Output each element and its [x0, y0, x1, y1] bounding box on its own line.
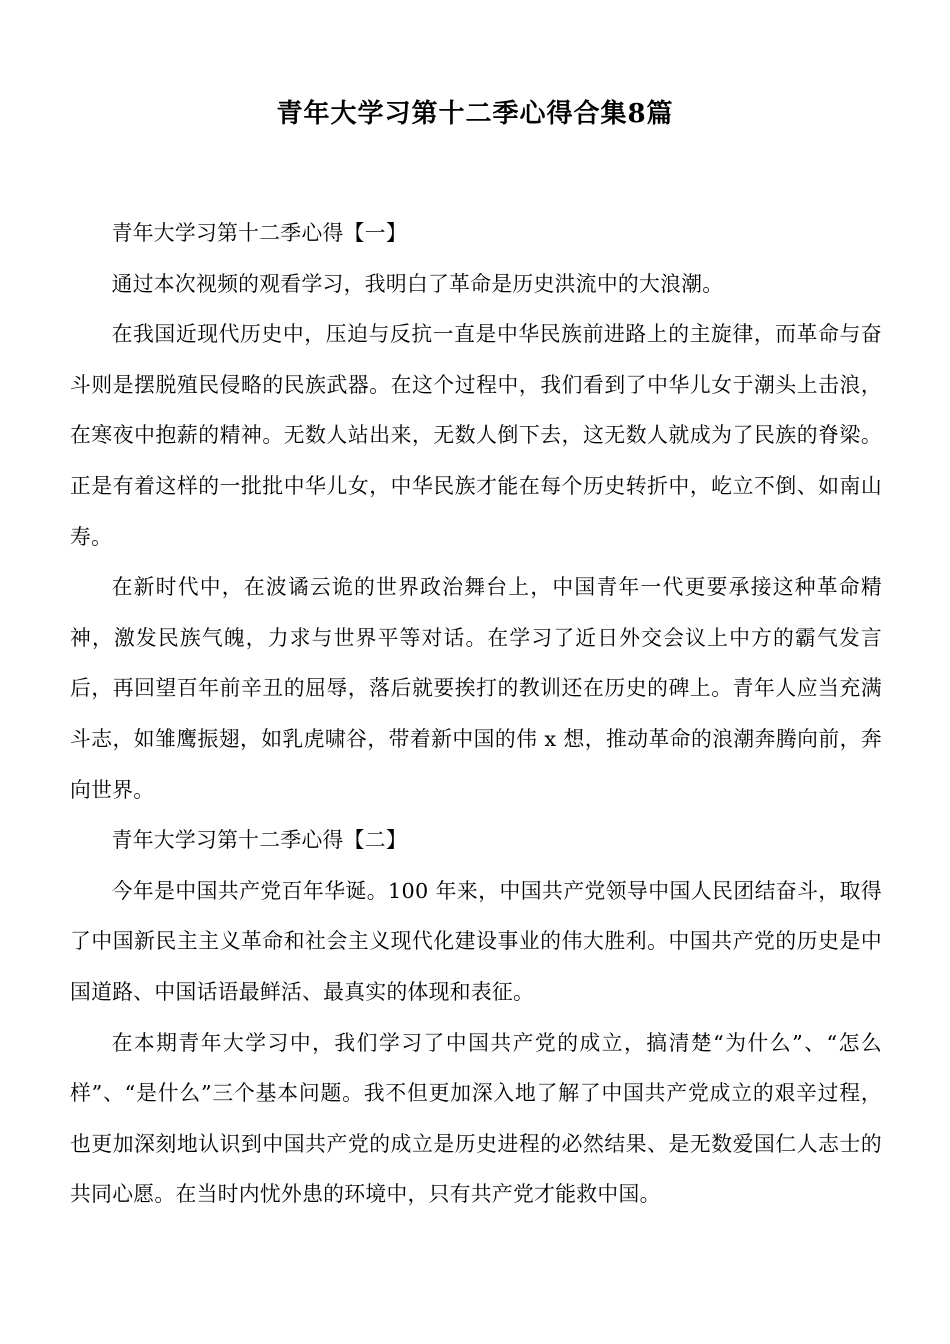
paragraph: 在本期青年大学习中，我们学习了中国共产党的成立，搞清楚“为什么”、“怎么样”、“是什么”三个基本问题。我不但更加深入地了解了中国共产党成立的艰辛过程，也更加深刻地认识到中国共产党的成立是历史进程的必然结果、是无数爱国仁人志士的共同心愿。在当时内忧外患的环境中，只有共产党才能救中国。 [70, 1030, 882, 1207]
paragraph: 通过本次视频的观看学习，我明白了革命是历史洪流中的大浪潮。 [111, 271, 724, 296]
paragraph: 在新时代中，在波谲云诡的世界政治舞台上，中国青年一代更要承接这种革命精神，激发民族气魄，力求与世界平等对话。在学习了近日外交会议上中方的霸气发言后，再回望百年前辛丑的屈辱，落后就要挨打的教训还在历史的碑上。青年人应当充满斗志，如雏鹰振翅，如乳虎啸谷，带着新中国的伟 x 想，推动革命的浪潮奔腾向前，奔向世界。 [70, 575, 882, 802]
document-title: 青年大学习第十二季心得合集8篇 [276, 99, 674, 129]
paragraph: 今年是中国共产党百年华诞。100 年来，中国共产党领导中国人民团结奋斗，取得了中国新民主主义革命和社会主义现代化建设事业的伟大胜利。中国共产党的历史是中国道路、中国话语最鲜活、最真实的体现和表征。 [70, 878, 882, 1004]
paragraph: 在我国近现代历史中，压迫与反抗一直是中华民族前进路上的主旋律，而革命与奋斗则是摆脱殖民侵略的民族武器。在这个过程中，我们看到了中华儿女于潮头上击浪，在寒夜中抱薪的精神。无数人站出来，无数人倒下去，这无数人就成为了民族的脊梁。正是有着这样的一批批中华儿女，中华民族才能在每个历史转折中，屹立不倒、如南山寿。 [70, 322, 882, 549]
section-heading-1: 青年大学习第十二季心得【一】 [111, 221, 407, 245]
document-body [70, 208, 882, 1220]
section-heading-2: 青年大学习第十二季心得【二】 [111, 828, 407, 853]
